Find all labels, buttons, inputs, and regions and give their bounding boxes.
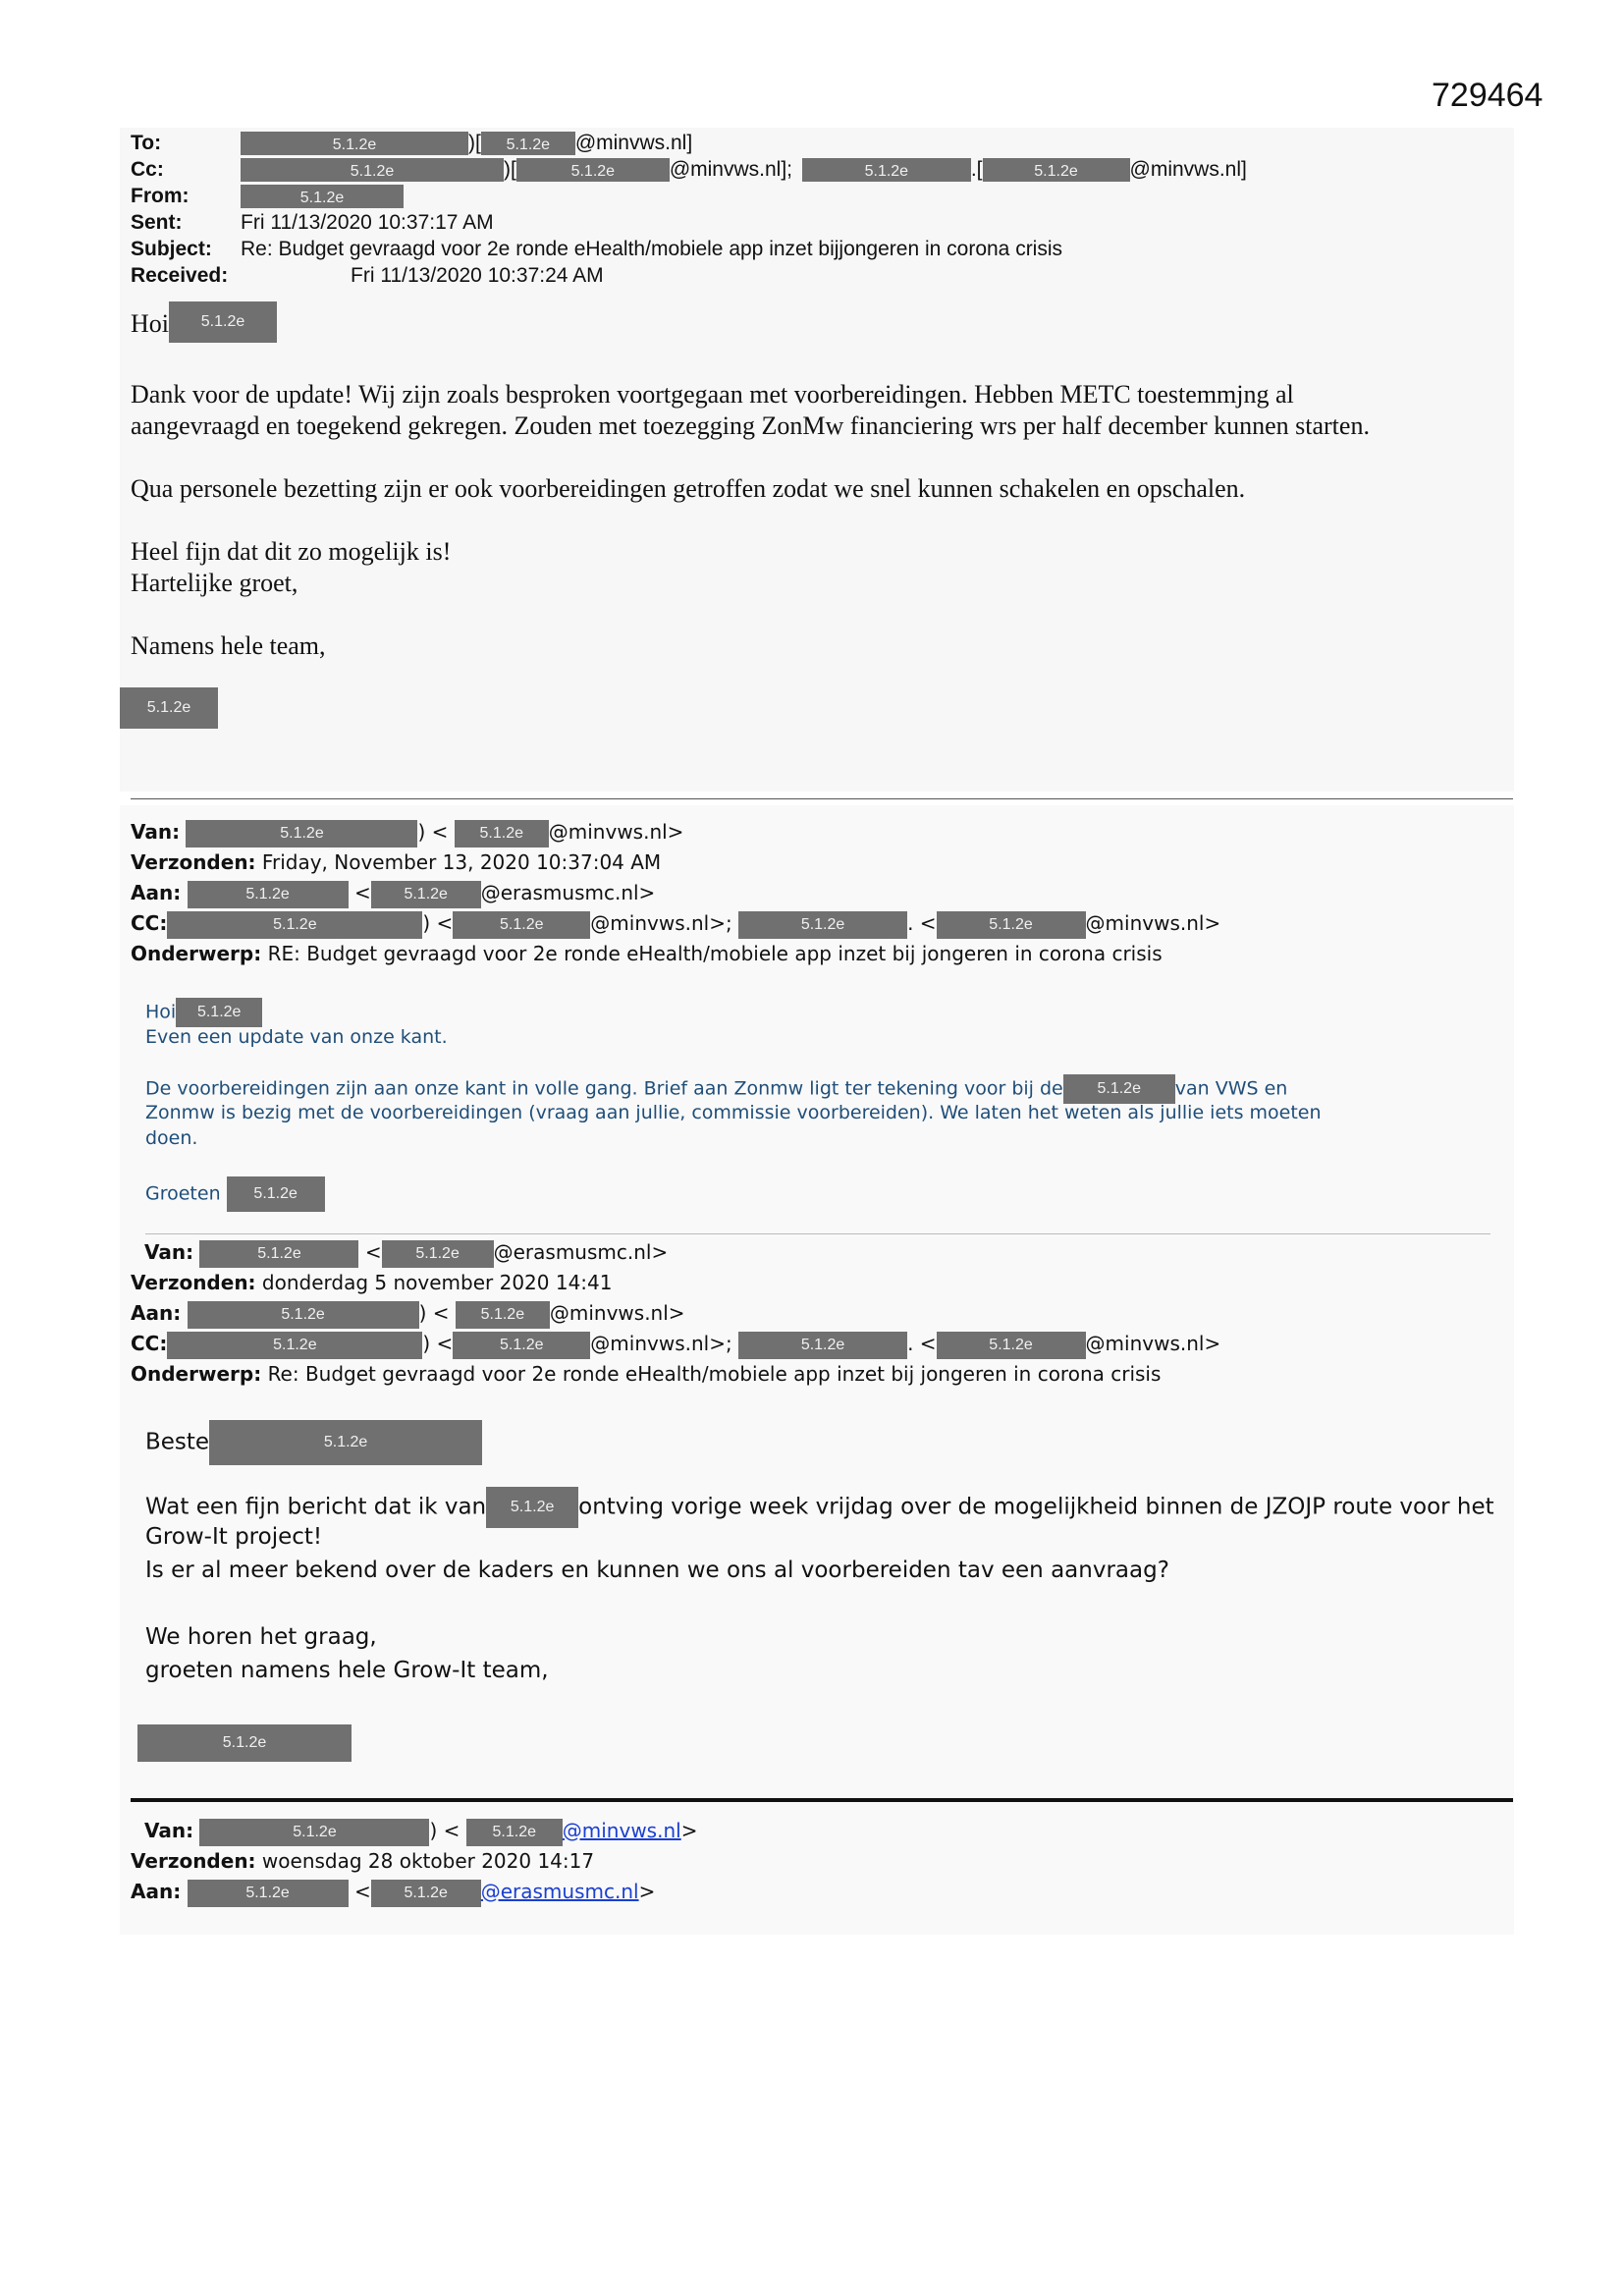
from-row xyxy=(131,183,404,209)
divider xyxy=(131,798,1513,799)
redaction: 5.1.2e xyxy=(453,1332,590,1359)
page: 729464 To: 5.1.2e )[ 5.1.2e @minvws.nl] Cc: 5.1.2e )[ 5.1.2e @minvws.nl]; 5.1.2e .[ 5.1.2e @minvws.nl] From: 5.1.2e Sent: Fri 11/13/2020 10:37:17 AM Subject: Re: Budget gevraagd voor 2e ronde eHealth/mobiele app inzet bijjongeren in corona crisis Received: Fri 11/13/2020 10:37:24 AM Hoi 5.1.2e Dank voor de update! Wij zijn zoals besproken voortgegaan met voorbereidingen. Hebben METC toestemmjng al aangevraagd en toegekend gekregen. Zouden met toezegging ZonMw financiering wrs per half december kunnen starten. Qua personele bezetting zijn er ook voorbereidingen getroffen zodat we snel kunnen schakelen en opschalen. Heel fijn dat dit zo mogelijk is! Hartelijke groet, Namens hele team, 5.1.2e Van: 5.1.2e ) < 5.1.2e @minvws.nl> Verzonden: Friday, November 13, 2020 10:37:04 AM Aan: 5.1.2e < 5.1.2e @erasmusmc.nl> CC: 5.1.2e ) < 5.1.2e @minvws.nl>; 5.1.2e . < 5.1.2e @minvws.nl> Onderwerp: RE: Budget gevraagd voor 2e ronde eHealth/mobiele app inzet bij jongeren in corona crisis Hoi 5.1.2e Even een update van onze kant. De voorbereidingen zijn aan onze kant in volle gang. Brief aan Zonmw ligt ter tekening voor bij de 5.1.2e van VWS en Zonmw is bezig met de voorbereidingen (vraag aan jullie, commissie voorbereiden). We laten het weten als jullie iets moeten doen. Groeten 5.1.2e Van: 5.1.2e < 5.1.2e @erasmusmc.nl> Verzonden: donderdag 5 november 2020 14:41 Aan: 5.1.2e ) < 5.1.2e @minvws.nl> CC: 5.1.2e ) < 5.1.2e @minvws.nl>; 5.1.2e . < 5.1.2e @minvws.nl> Onderwerp: Re: Budget gevraagd voor 2e ronde eHealth/mobiele app inzet bij jongeren in corona crisis Beste 5.1.2e Wat een fijn bericht dat ik van 5.1.2e ontving vorige week vrijdag over de mogelijkheid binnen de JZOJP route voor het Grow-It project! Is er al meer bekend over de kaders en kunnen we ons al voorbereiden tav een aanvraag? We horen het graag, groeten namens hele Grow-It team, 5.1.2e Van: 5.1.2e ) < 5.1.2e @minvws.nl> Verzonden: woensdag 28 oktober 2020 14:17 Aan: 5.1.2e < 5.1.2e @erasmusmc.nl> xyxy=(0,0,1624,2296)
redaction: 5.1.2e xyxy=(241,185,404,208)
aan-row: Aan: 5.1.2e < 5.1.2e @erasmusmc.nl> xyxy=(131,1877,655,1907)
redaction: 5.1.2e xyxy=(371,1880,481,1907)
document-id: 729464 xyxy=(1432,77,1543,114)
cc-label: Cc: xyxy=(131,158,164,181)
redaction: 5.1.2e xyxy=(937,911,1086,939)
redaction: 5.1.2e xyxy=(802,158,971,182)
signature-redaction xyxy=(137,1724,352,1762)
to-row: To: 5.1.2e )[ 5.1.2e @minvws.nl] xyxy=(131,132,693,154)
cc-row: CC: 5.1.2e ) < 5.1.2e @minvws.nl>; 5.1.2e . < 5.1.2e @minvws.nl> xyxy=(131,908,1220,939)
redaction: 5.1.2e xyxy=(241,158,504,182)
redaction: 5.1.2e xyxy=(167,911,422,939)
redaction: 5.1.2e xyxy=(188,881,349,908)
aan-row: Aan: 5.1.2e < 5.1.2e @erasmusmc.nl> xyxy=(131,878,655,908)
verzonden-row: Verzonden: woensdag 28 oktober 2020 14:17 xyxy=(131,1849,595,1873)
redaction: 5.1.2e xyxy=(186,820,417,847)
redaction: 5.1.2e xyxy=(241,132,468,155)
erasmusmc-email-link[interactable]: @erasmusmc.nl xyxy=(480,1880,639,1903)
sent-label: Sent: xyxy=(131,211,183,234)
redaction: 5.1.2e xyxy=(455,820,549,847)
divider-thick xyxy=(131,1798,1513,1802)
greeting: Beste 5.1.2e xyxy=(145,1420,482,1465)
redaction: 5.1.2e xyxy=(516,158,670,182)
verzonden-row: Verzonden: donderdag 5 november 2020 14:41 xyxy=(131,1271,613,1294)
redaction: 5.1.2e xyxy=(466,1819,563,1846)
redaction: 5.1.2e xyxy=(456,1301,550,1329)
paragraph-line: aangevraagd en toegekend gekregen. Zouden met toezegging ZonMw financiering wrs per half december kunnen starten. xyxy=(131,411,1370,440)
redaction: 5.1.2e xyxy=(1063,1074,1175,1104)
aan-row: Aan: 5.1.2e ) < 5.1.2e @minvws.nl> xyxy=(131,1298,685,1329)
redaction: 5.1.2e xyxy=(382,1240,494,1268)
redaction: 5.1.2e xyxy=(199,1240,358,1268)
redaction: 5.1.2e xyxy=(209,1420,482,1465)
greeting: Hoi 5.1.2e xyxy=(131,308,277,343)
redaction: 5.1.2e xyxy=(937,1332,1086,1359)
signature-redaction xyxy=(120,687,218,729)
van-row: Van: 5.1.2e ) < 5.1.2e @minvws.nl> xyxy=(131,817,683,847)
paragraph-line: Namens hele team, xyxy=(131,631,326,660)
redaction: 5.1.2e xyxy=(120,687,218,729)
paragraph-line: Qua personele bezetting zijn er ook voorbereidingen getroffen zodat we snel kunnen schakelen en opschalen. xyxy=(131,474,1246,503)
greeting: Hoi 5.1.2e xyxy=(145,998,262,1027)
received-value: Fri 11/13/2020 10:37:24 AM xyxy=(351,264,604,287)
to-label: To: xyxy=(131,132,162,154)
redaction: 5.1.2e xyxy=(486,1487,578,1528)
onderwerp-row: Onderwerp: RE: Budget gevraagd voor 2e ronde eHealth/mobiele app inzet bij jongeren in corona crisis xyxy=(131,942,1163,965)
subject-row xyxy=(131,236,1062,262)
redaction: 5.1.2e xyxy=(227,1176,325,1212)
redaction: 5.1.2e xyxy=(738,911,907,939)
received-row xyxy=(131,262,604,289)
divider xyxy=(145,1233,1490,1234)
subject-value: Re: Budget gevraagd voor 2e ronde eHealth/mobiele app inzet bijjongeren in corona crisis xyxy=(241,238,1063,260)
redaction: 5.1.2e xyxy=(199,1819,429,1846)
sent-value: Fri 11/13/2020 10:37:17 AM xyxy=(241,211,494,234)
paragraph-line: Heel fijn dat dit zo mogelijk is! xyxy=(131,537,452,566)
redaction: 5.1.2e xyxy=(481,132,575,155)
redaction: 5.1.2e xyxy=(188,1880,349,1907)
redaction: 5.1.2e xyxy=(137,1724,352,1762)
van-row: Van: 5.1.2e < 5.1.2e @erasmusmc.nl> xyxy=(131,1237,668,1268)
closing: Groeten 5.1.2e xyxy=(145,1176,325,1212)
redaction: 5.1.2e xyxy=(188,1301,419,1329)
sent-row xyxy=(131,209,494,236)
minvws-email-link[interactable]: @minvws.nl xyxy=(562,1819,681,1842)
redaction: 5.1.2e xyxy=(983,158,1130,182)
paragraph-line: Hartelijke groet, xyxy=(131,569,298,597)
received-label: Received: xyxy=(131,264,229,287)
redaction: 5.1.2e xyxy=(167,1332,422,1359)
redaction: 5.1.2e xyxy=(453,911,590,939)
cc-row: CC: 5.1.2e ) < 5.1.2e @minvws.nl>; 5.1.2e . < 5.1.2e @minvws.nl> xyxy=(131,1329,1220,1359)
verzonden-row: Verzonden: Friday, November 13, 2020 10:37:04 AM xyxy=(131,850,662,874)
from-label: From: xyxy=(131,185,189,207)
redaction: 5.1.2e xyxy=(738,1332,907,1359)
redaction: 5.1.2e xyxy=(169,301,277,343)
paragraph-line: Dank voor de update! Wij zijn zoals besproken voortgegaan met voorbereidingen. Hebben METC toestemmjng al xyxy=(131,380,1294,409)
cc-row: Cc: 5.1.2e )[ 5.1.2e @minvws.nl]; 5.1.2e .[ 5.1.2e @minvws.nl] xyxy=(131,158,1247,181)
onderwerp-row: Onderwerp: Re: Budget gevraagd voor 2e ronde eHealth/mobiele app inzet bij jongeren in corona crisis xyxy=(131,1362,1162,1386)
van-row: Van: 5.1.2e ) < 5.1.2e @minvws.nl> xyxy=(131,1816,697,1846)
van-label: Van: xyxy=(131,820,181,844)
redaction: 5.1.2e xyxy=(371,881,481,908)
redaction: 5.1.2e xyxy=(176,998,262,1027)
subject-label: Subject: xyxy=(131,238,212,260)
